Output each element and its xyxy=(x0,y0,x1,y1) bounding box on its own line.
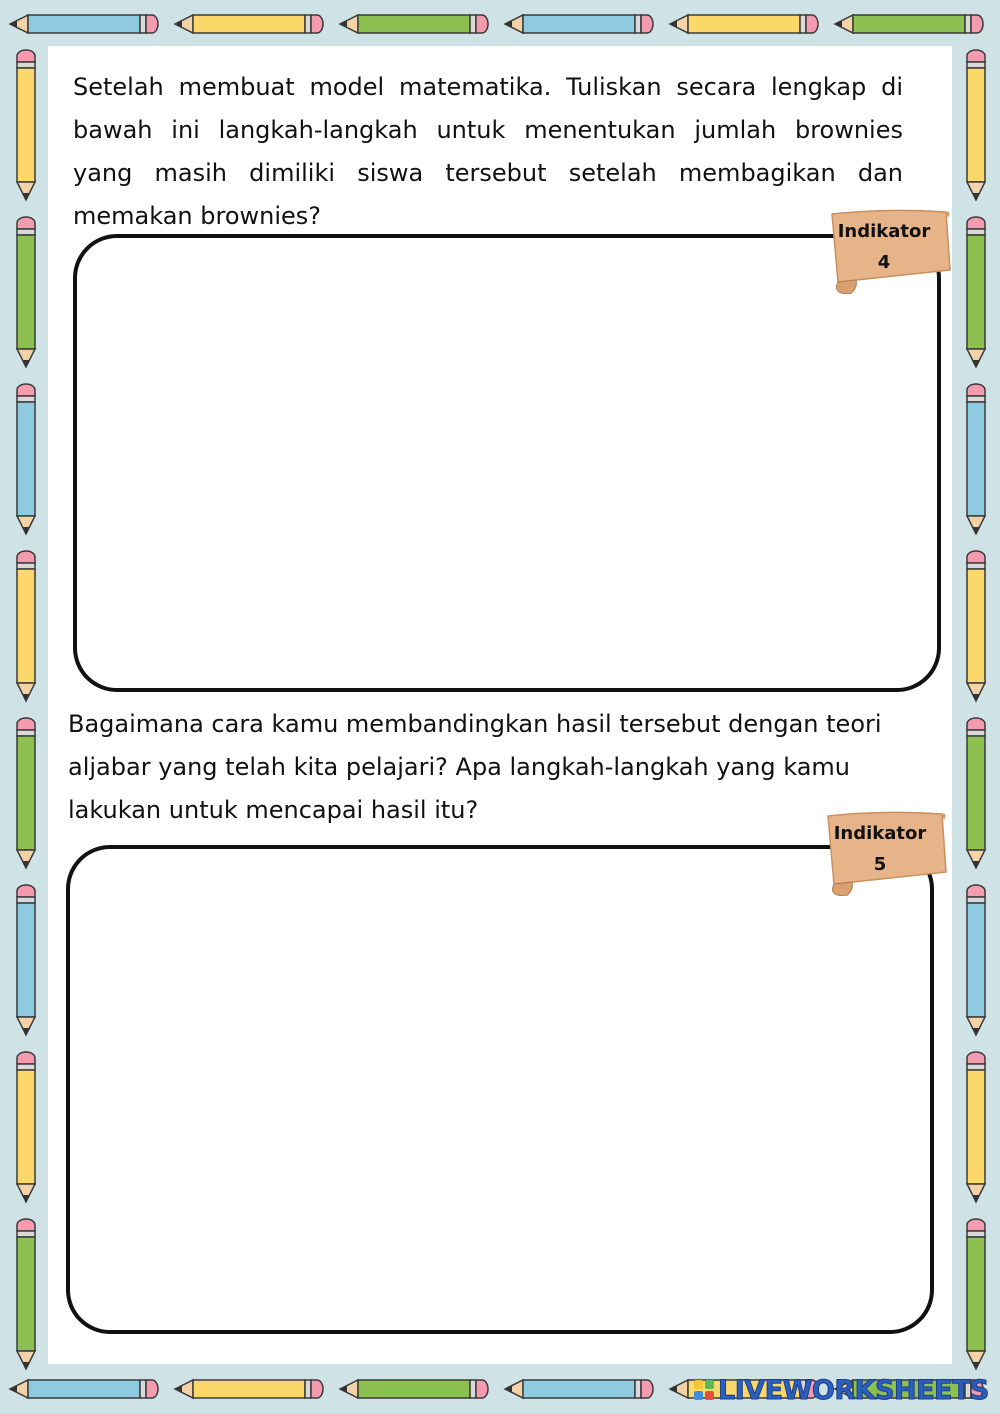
indicator-4-label: Indikator xyxy=(837,221,931,242)
question-1-text: Setelah membuat model matematika. Tuliskan secara lengkap di bawah ini langkah-langkah untuk menentukan jumlah brownies yang masih dimiliki siswa tersebut setelah membagikan dan memakan brownies? xyxy=(73,73,903,230)
indicator-4-number: 4 xyxy=(877,252,891,273)
pencil-icon xyxy=(967,718,985,868)
liveworksheets-watermark xyxy=(694,1376,989,1404)
pencil-icon xyxy=(967,1052,985,1202)
pencil-icon xyxy=(17,50,35,200)
watermark-text: LIVEWORKSHEETS xyxy=(718,1374,989,1406)
pencil-icon xyxy=(967,885,985,1035)
pencil-icon xyxy=(967,551,985,701)
pencil-icon xyxy=(17,384,35,534)
pencil-icon xyxy=(835,15,983,33)
question-2-text: Bagaimana cara kamu membandingkan hasil tersebut dengan teori aljabar yang telah kita pelajari? Apa langkah-langkah yang kamu lakukan untuk mencapai hasil itu? xyxy=(68,710,882,824)
pencil-icon xyxy=(10,1380,158,1398)
answer-box-1[interactable] xyxy=(73,234,941,692)
pencil-icon xyxy=(17,885,35,1035)
pencil-icon xyxy=(340,15,488,33)
pencil-icon xyxy=(10,15,158,33)
pencil-icon xyxy=(17,1052,35,1202)
pencil-icon xyxy=(505,1380,653,1398)
indicator-5-number: 5 xyxy=(873,854,887,875)
pencil-icon xyxy=(175,1380,323,1398)
pencil-icon xyxy=(967,1219,985,1369)
pencil-icon xyxy=(967,50,985,200)
pencil-icon xyxy=(175,15,323,33)
pencil-icon xyxy=(340,1380,488,1398)
pencil-icon xyxy=(17,718,35,868)
pencil-icon xyxy=(505,15,653,33)
pencil-icon xyxy=(17,217,35,367)
indicator-5-tag xyxy=(824,808,948,896)
pencil-icon xyxy=(17,1219,35,1369)
pencil-icon xyxy=(670,15,818,33)
pencil-icon xyxy=(967,384,985,534)
answer-box-2[interactable] xyxy=(66,845,934,1334)
liveworksheets-logo-icon xyxy=(694,1380,714,1400)
pencil-icon xyxy=(17,551,35,701)
indicator-4-tag xyxy=(828,206,952,294)
pencil-icon xyxy=(967,217,985,367)
indicator-5-label: Indikator xyxy=(833,823,927,844)
